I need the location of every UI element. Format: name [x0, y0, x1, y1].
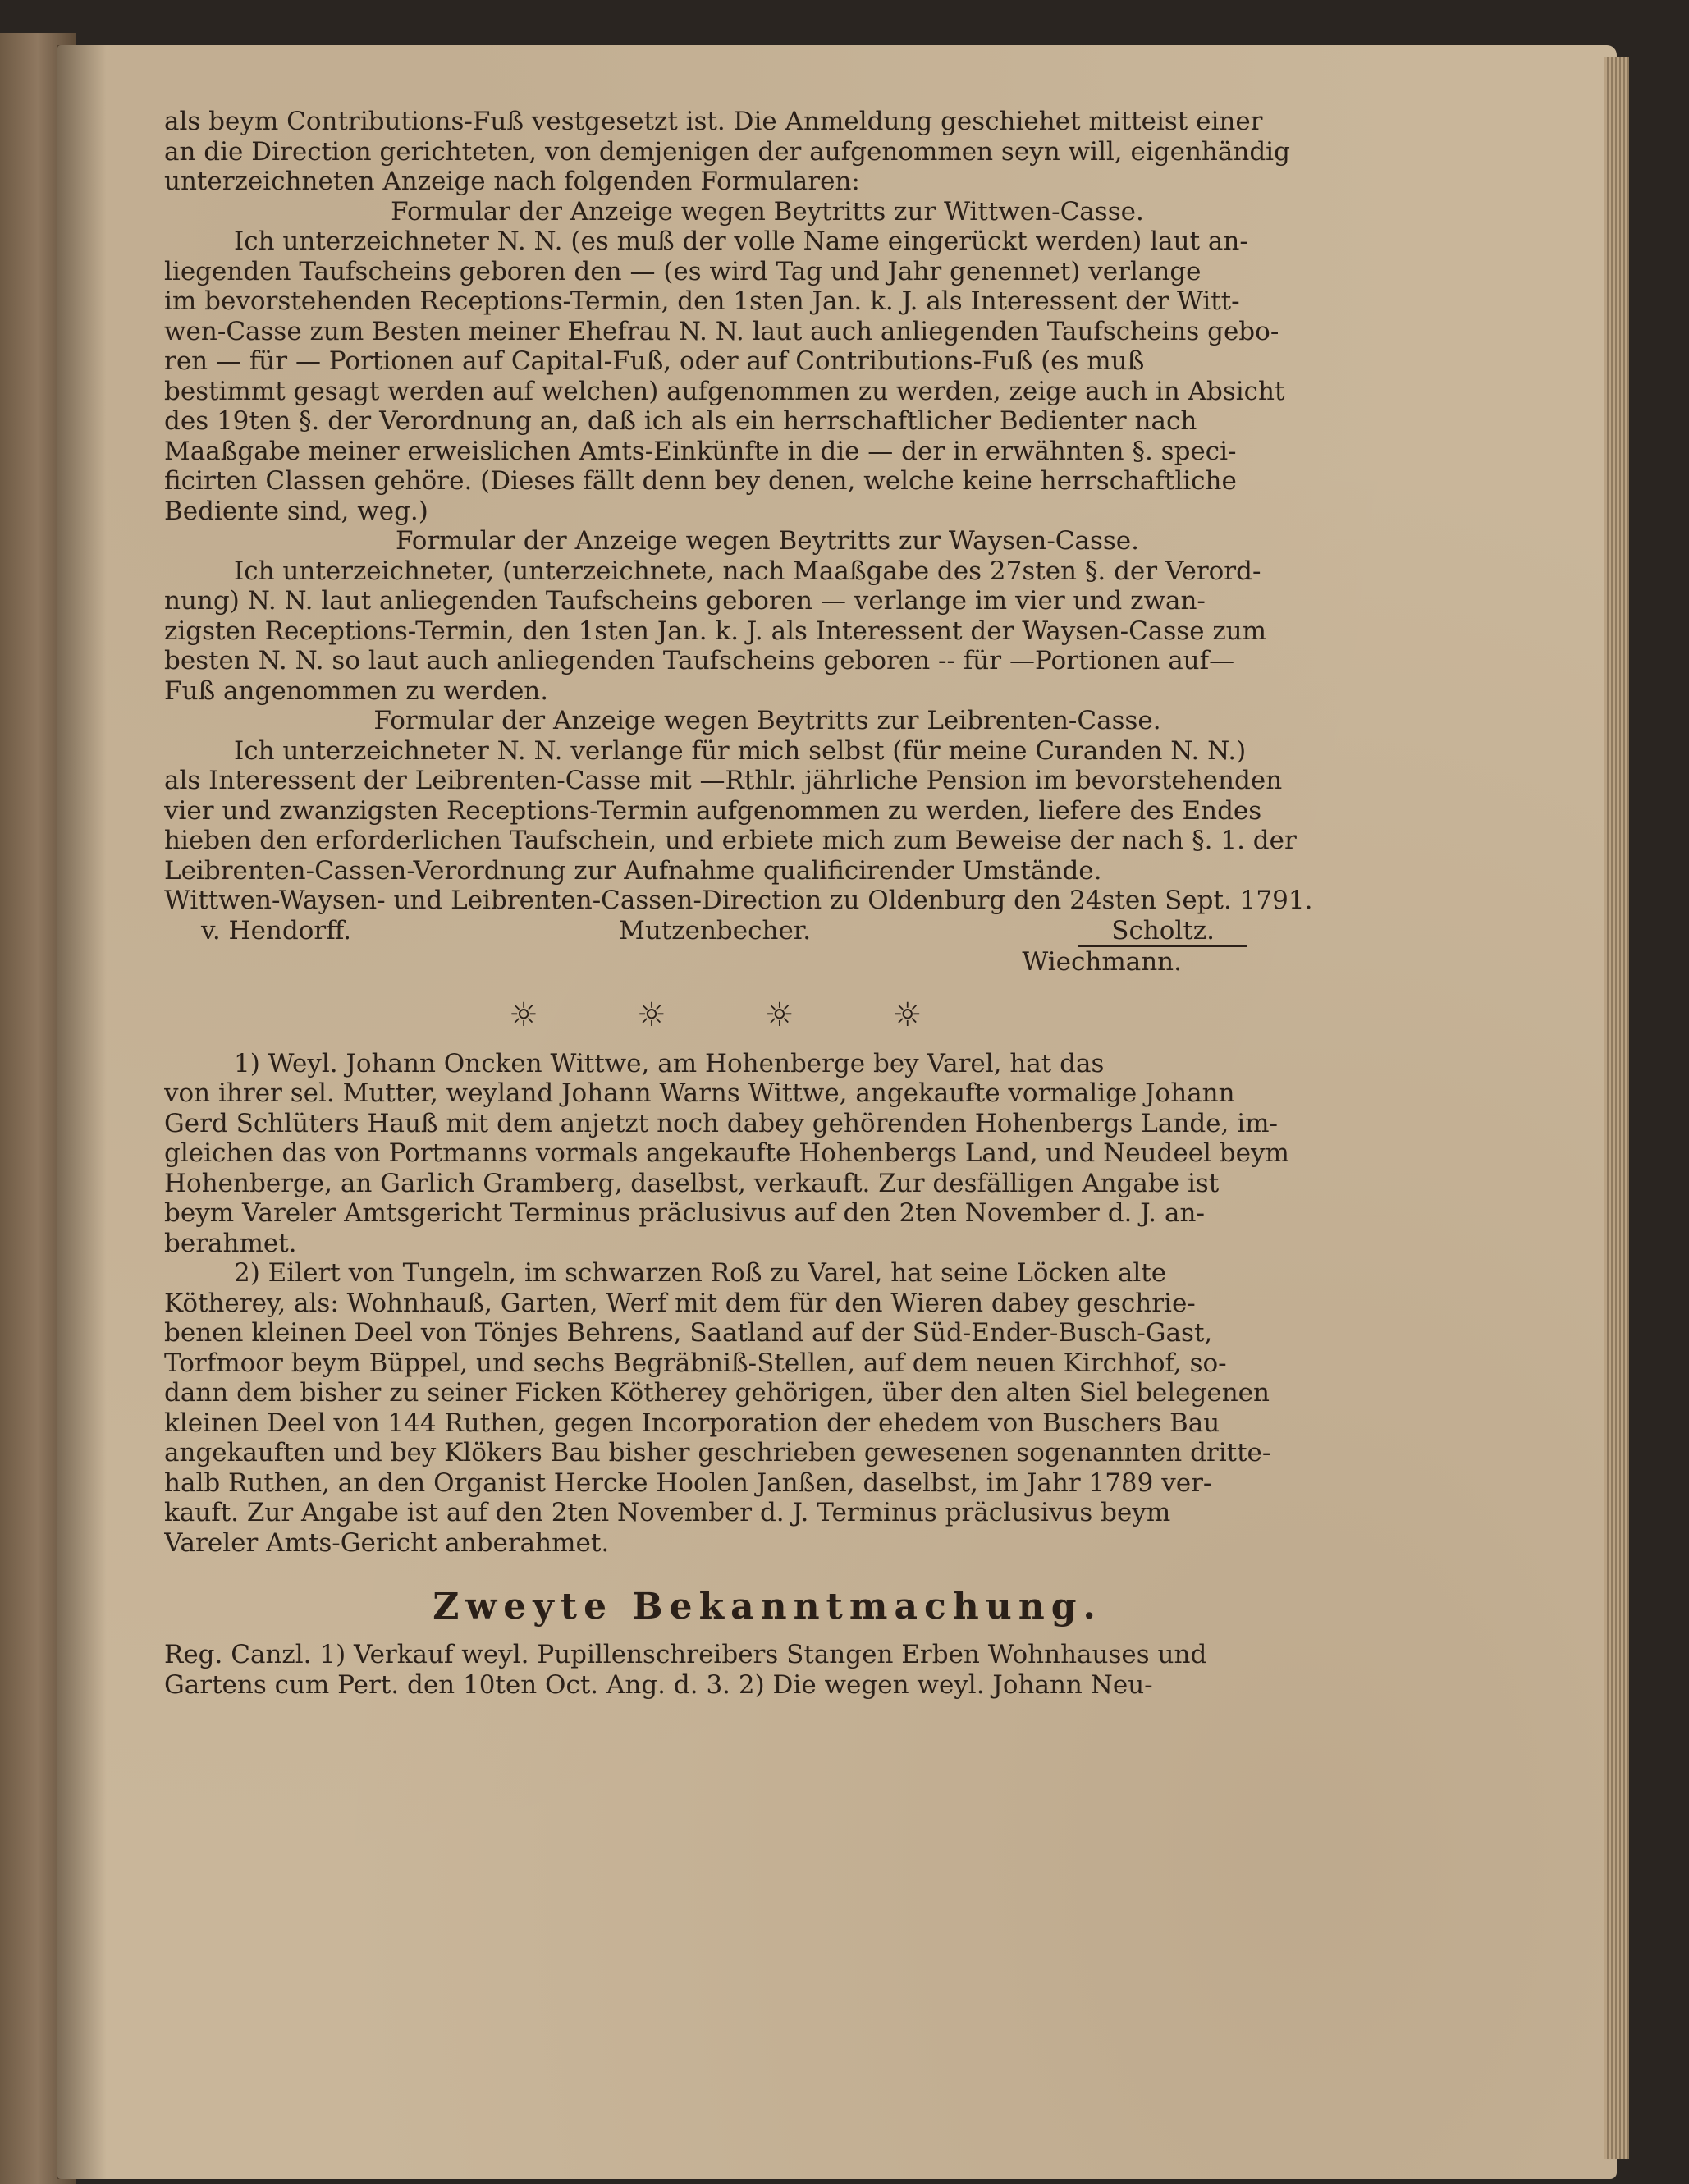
text-line: als beym Contributions-Fuß vestgesetzt ist. Die Anmeldung geschiehet mitteist einer [164, 107, 1263, 136]
signature-hendorff: v. Hendorff. [201, 915, 351, 945]
text-line: Ich unterzeichneter, (unterzeichnete, nach Maaßgabe des 27sten §. der Verord- [234, 556, 1261, 586]
text-line: kauft. Zur Angabe ist auf den 2ten November d. J. Terminus präclusivus beym [164, 1498, 1171, 1527]
text-line: Gartens cum Pert. den 10ten Oct. Ang. d. 3. 2) Die wegen weyl. Johann Neu- [164, 1669, 1153, 1700]
text-line: 1) Weyl. Johann Oncken Wittwe, am Hohenberge bey Varel, hat das [234, 1048, 1105, 1078]
page-stack-edge [1604, 57, 1629, 2159]
text-line: Reg. Canzl. 1) Verkauf weyl. Pupillenschreibers Stangen Erben Wohnhauses und [164, 1640, 1207, 1669]
section-heading: Zweyte Bekanntmachung. [433, 1586, 1102, 1628]
date-line: Wittwen-Waysen- und Leibrenten-Cassen-Direction zu Oldenburg den 24sten Sept. 1791. [164, 886, 1313, 915]
formular-heading-waysen: Formular der Anzeige wegen Beytritts zur Waysen-Casse. [395, 526, 1140, 556]
ornament-icon: ☼ [509, 996, 538, 1035]
text-line: Vareler Amts-Gericht anberahmet. [164, 1527, 610, 1558]
text-line: bestimmt gesagt werden auf welchen) aufgenommen zu werden, zeige auch in Absicht [164, 376, 1285, 406]
text-line: besten N. N. so laut auch anliegenden Taufscheins geboren -- für —Portionen auf— [164, 646, 1235, 675]
text-line: unterzeichneten Anzeige nach folgenden Formularen: [164, 167, 860, 196]
text-line: Fuß angenommen zu werden. [164, 675, 549, 706]
text-line: ren — für — Portionen auf Capital-Fuß, oder auf Contributions-Fuß (es muß [164, 346, 1145, 376]
text-line: dann dem bisher zu seiner Ficken Kötherey gehörigen, über den alten Siel belegenen [164, 1378, 1270, 1408]
text-line: beym Vareler Amtsgericht Terminus präclusivus auf den 2ten November d. J. an- [164, 1198, 1205, 1228]
text-line: gleichen das von Portmanns vormals angekaufte Hohenbergs Land, und Neudeel beym [164, 1138, 1289, 1168]
ornament-divider [164, 983, 1371, 1049]
text-line: liegenden Taufscheins geboren den — (es wird Tag und Jahr genennet) verlange [164, 256, 1202, 286]
signature-row [164, 916, 1371, 947]
ornament-icon: ☼ [892, 996, 922, 1035]
text-line: Bediente sind, weg.) [164, 496, 428, 526]
text-line: 2) Eilert von Tungeln, im schwarzen Roß zu Varel, hat seine Löcken alte [234, 1258, 1167, 1288]
text-line: vier und zwanzigsten Receptions-Termin aufgenommen zu werden, liefere des Endes [164, 795, 1262, 826]
text-line: Maaßgabe meiner erweislichen Amts-Einkünfte in die — der in erwähnten §. speci- [164, 436, 1237, 466]
text-line: Leibrenten-Cassen-Verordnung zur Aufnahme qualificirender Umstände. [164, 855, 1102, 886]
text-line: im bevorstehenden Receptions-Termin, den 1sten Jan. k. J. als Interessent der Witt- [164, 286, 1240, 316]
ornament-icon: ☼ [764, 996, 794, 1035]
text-line: Ich unterzeichneter N. N. verlange für mich selbst (für meine Curanden N. N.) [234, 735, 1247, 766]
text-line: halb Ruthen, an den Organist Hercke Hoolen Janßen, daselbst, im Jahr 1789 ver- [164, 1467, 1212, 1498]
text-line: an die Direction gerichteten, von demjenigen der aufgenommen seyn will, eigenhändig [164, 136, 1290, 167]
formular-heading-wittwen: Formular der Anzeige wegen Beytritts zur Wittwen-Casse. [391, 196, 1144, 227]
text-line: kleinen Deel von 144 Ruthen, gegen Incorporation der ehedem von Buschers Bau [164, 1408, 1220, 1438]
formular-heading-leibrenten: Formular der Anzeige wegen Beytritts zur Leibrenten-Casse. [373, 706, 1161, 735]
text-line: von ihrer sel. Mutter, weyland Johann Warns Wittwe, angekaufte vormalige Johann [164, 1078, 1235, 1108]
text-line: als Interessent der Leibrenten-Casse mit —Rthlr. jährliche Pension im bevorstehenden [164, 766, 1283, 795]
text-line: des 19ten §. der Verordnung an, daß ich als ein herrschaftlicher Bedienter nach [164, 406, 1197, 436]
text-line: nung) N. N. laut anliegenden Taufscheins geboren — verlange im vier und zwan- [164, 586, 1206, 616]
text-line: wen-Casse zum Besten meiner Ehefrau N. N. laut auch anliegenden Taufscheins gebo- [164, 316, 1279, 346]
text-line: angekauften und bey Klökers Bau bisher geschrieben gewesenen sogenannten dritte- [164, 1438, 1271, 1467]
text-line: Kötherey, als: Wohnhauß, Garten, Werf mit dem für den Wieren dabey geschrie- [164, 1288, 1196, 1318]
signature-scholtz: Scholtz. [1078, 916, 1247, 947]
text-line: Torfmoor beym Büppel, und sechs Begräbniß-Stellen, auf dem neuen Kirchhof, so- [164, 1348, 1227, 1378]
ornament-icon: ☼ [636, 996, 666, 1035]
page-gutter-shadow [57, 45, 107, 2179]
text-line: Gerd Schlüters Hauß mit dem anjetzt noch dabey gehörenden Hohenbergs Lande, im- [164, 1108, 1279, 1138]
signature-wiechmann: Wiechmann. [1022, 946, 1182, 977]
document-body [164, 107, 1371, 1700]
text-line: hieben den erforderlichen Taufschein, und erbiete mich zum Beweise der nach §. 1. der [164, 826, 1297, 855]
text-line: Hohenberge, an Garlich Gramberg, daselbst, verkauft. Zur desfälligen Angabe ist [164, 1168, 1220, 1198]
text-line: berahmet. [164, 1228, 297, 1258]
text-line: Ich unterzeichneter N. N. (es muß der volle Name eingerückt werden) laut an- [234, 227, 1248, 256]
text-line: zigsten Receptions-Termin, den 1sten Jan. k. J. als Interessent der Waysen-Casse zum [164, 616, 1267, 646]
text-line: ficirten Classen gehöre. (Dieses fällt denn bey denen, welche keine herrschaftliche [164, 466, 1237, 496]
signature-mutzenbecher: Mutzenbecher. [619, 915, 812, 945]
text-line: benen kleinen Deel von Tönjes Behrens, Saatland auf der Süd-Ender-Busch-Gast, [164, 1318, 1213, 1348]
